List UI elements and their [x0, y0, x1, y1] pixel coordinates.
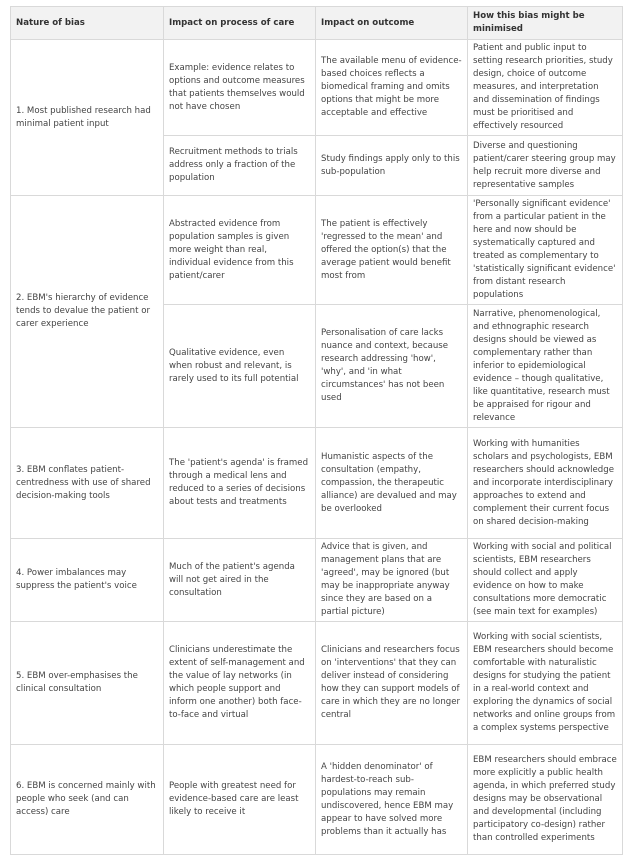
outcome-cell: Humanistic aspects of the consultation (empathy, compassion, the therapeutic alliance) are devalued and may be overlooked	[316, 428, 468, 539]
outcome-cell: The available menu of evidence-based choices reflects a biomedical framing and omits options that might be more acceptable and effective	[316, 40, 468, 136]
process-cell: Abstracted evidence from population samples is given more weight than real, individual evidence from this patient/carer	[164, 196, 316, 305]
process-cell: People with greatest need for evidence-based care are least likely to receive it	[164, 745, 316, 855]
table-row	[11, 196, 623, 305]
minimised-cell: Narrative, phenomenological, and ethnographic research designs should be viewed as complementary rather than inferior to epidemiological evidence – though qualitative, like quantitative, research must be appraised for rigour and relevance	[468, 305, 623, 428]
header-nature-of-bias: Nature of bias	[11, 7, 164, 40]
process-cell: Qualitative evidence, even when robust and relevant, is rarely used to its full potential	[164, 305, 316, 428]
nature-cell: 3. EBM conflates patient-centredness with use of shared decision-making tools	[11, 428, 164, 539]
process-cell: Clinicians underestimate the extent of self-management and the value of lay networks (in which people support and inform one another) both face-to-face and virtual	[164, 622, 316, 745]
nature-cell: 4. Power imbalances may suppress the patient's voice	[11, 539, 164, 622]
outcome-cell: The patient is effectively 'regressed to the mean' and offered the option(s) that the average patient would benefit most from	[316, 196, 468, 305]
table-body	[11, 40, 623, 855]
minimised-cell: Diverse and questioning patient/carer steering group may help recruit more diverse and representative samples	[468, 136, 623, 196]
header-impact-on-outcome: Impact on outcome	[316, 7, 468, 40]
outcome-cell: Study findings apply only to this sub-population	[316, 136, 468, 196]
table-row	[11, 40, 623, 136]
table-row	[11, 745, 623, 855]
minimised-cell: Working with social and political scientists, EBM researchers should collect and apply evidence on how to make consultations more democratic (see main text for examples)	[468, 539, 623, 622]
outcome-cell: Personalisation of care lacks nuance and context, because research addressing 'how', 'why', and 'in what circumstances' has not been used	[316, 305, 468, 428]
table-row	[11, 622, 623, 745]
process-cell: Much of the patient's agenda will not get aired in the consultation	[164, 539, 316, 622]
header-impact-on-process: Impact on process of care	[164, 7, 316, 40]
outcome-cell: Clinicians and researchers focus on 'interventions' that they can deliver instead of considering how they can support models of care in which they are no longer central	[316, 622, 468, 745]
table-header	[11, 7, 623, 40]
minimised-cell: Patient and public input to setting research priorities, study design, choice of outcome measures, and interpretation and dissemination of findings must be prioritised and effectively resourced	[468, 40, 623, 136]
header-row	[11, 7, 623, 40]
nature-cell: 1. Most published research had minimal patient input	[11, 40, 164, 196]
minimised-cell: Working with social scientists, EBM researchers should become comfortable with naturalistic designs for studying the patient in a real-world context and exploring the dynamics of social networks and online groups from a complex systems perspective	[468, 622, 623, 745]
outcome-cell: A 'hidden denominator' of hardest-to-reach sub-populations may remain undiscovered, hence EBM may appear to have solved more problems than it actually has	[316, 745, 468, 855]
outcome-cell: Advice that is given, and management plans that are 'agreed', may be ignored (but may be inappropriate anyway since they are based on a partial picture)	[316, 539, 468, 622]
nature-cell: 5. EBM over-emphasises the clinical consultation	[11, 622, 164, 745]
process-cell: The 'patient's agenda' is framed through a medical lens and reduced to a series of decisions about tests and treatments	[164, 428, 316, 539]
process-cell: Example: evidence relates to options and outcome measures that patients themselves would not have chosen	[164, 40, 316, 136]
table-row	[11, 539, 623, 622]
header-how-minimised: How this bias might be minimised	[468, 7, 623, 40]
minimised-cell: Working with humanities scholars and psychologists, EBM researchers should acknowledge and incorporate interdisciplinary approaches to extend and complement their current focus on shared decision-making	[468, 428, 623, 539]
bias-table	[10, 6, 623, 855]
process-cell: Recruitment methods to trials address only a fraction of the population	[164, 136, 316, 196]
nature-cell: 2. EBM's hierarchy of evidence tends to devalue the patient or carer experience	[11, 196, 164, 428]
minimised-cell: EBM researchers should embrace more explicitly a public health agenda, in which preferred study designs may be observational and developmental (including participatory co-design) rather than controlled experiments	[468, 745, 623, 855]
table-row	[11, 428, 623, 539]
minimised-cell: 'Personally significant evidence' from a particular patient in the here and now should be systematically captured and treated as complementary to 'statistically significant evidence' from distant research populations	[468, 196, 623, 305]
nature-cell: 6. EBM is concerned mainly with people who seek (and can access) care	[11, 745, 164, 855]
